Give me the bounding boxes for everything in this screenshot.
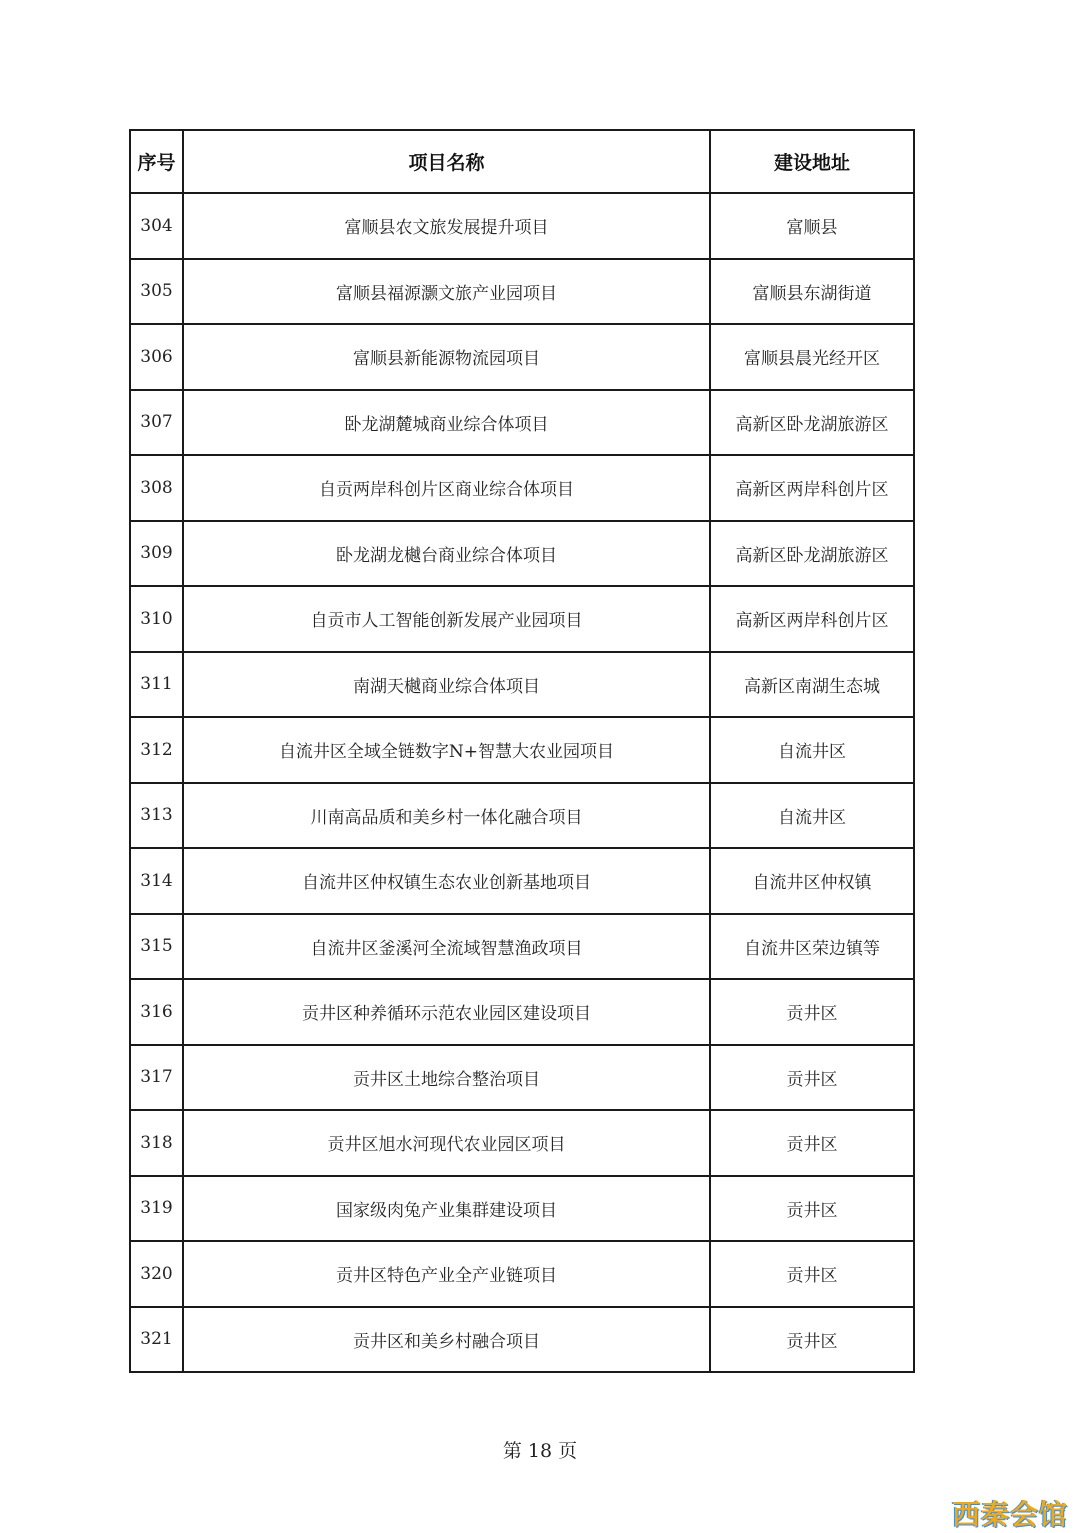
cell-no: 305 <box>130 259 183 325</box>
table-row <box>130 652 914 718</box>
table-row <box>130 193 914 259</box>
cell-no: 306 <box>130 324 183 390</box>
cell-address: 高新区两岸科创片区 <box>710 586 914 652</box>
table-row <box>130 1176 914 1242</box>
cell-no: 314 <box>130 848 183 914</box>
cell-no: 313 <box>130 783 183 849</box>
cell-name: 自贡两岸科创片区商业综合体项目 <box>183 455 710 521</box>
cell-no: 317 <box>130 1045 183 1111</box>
cell-no: 304 <box>130 193 183 259</box>
cell-name: 自流井区仲权镇生态农业创新基地项目 <box>183 848 710 914</box>
table-header-row <box>130 130 914 193</box>
cell-name: 国家级肉兔产业集群建设项目 <box>183 1176 710 1242</box>
table-row <box>130 848 914 914</box>
cell-address: 自流井区 <box>710 717 914 783</box>
cell-name: 贡井区旭水河现代农业园区项目 <box>183 1110 710 1176</box>
cell-no: 319 <box>130 1176 183 1242</box>
cell-address: 贡井区 <box>710 1307 914 1373</box>
cell-address: 贡井区 <box>710 1045 914 1111</box>
cell-name: 富顺县福源灏文旅产业园项目 <box>183 259 710 325</box>
cell-address: 贡井区 <box>710 1110 914 1176</box>
table-row <box>130 1241 914 1307</box>
table-row <box>130 324 914 390</box>
cell-no: 307 <box>130 390 183 456</box>
project-table <box>129 129 915 1373</box>
page-number: 第 18 页 <box>502 1440 578 1462</box>
cell-address: 富顺县东湖街道 <box>710 259 914 325</box>
cell-address: 高新区卧龙湖旅游区 <box>710 521 914 587</box>
cell-name: 川南高品质和美乡村一体化融合项目 <box>183 783 710 849</box>
cell-address: 高新区卧龙湖旅游区 <box>710 390 914 456</box>
cell-name: 富顺县农文旅发展提升项目 <box>183 193 710 259</box>
cell-address: 自流井区 <box>710 783 914 849</box>
cell-address: 贡井区 <box>710 979 914 1045</box>
cell-name: 自流井区釜溪河全流域智慧渔政项目 <box>183 914 710 980</box>
cell-address: 富顺县晨光经开区 <box>710 324 914 390</box>
header-name: 项目名称 <box>183 130 710 193</box>
cell-address: 高新区南湖生态城 <box>710 652 914 718</box>
table-row <box>130 586 914 652</box>
table-row <box>130 390 914 456</box>
cell-name: 自贡市人工智能创新发展产业园项目 <box>183 586 710 652</box>
cell-no: 316 <box>130 979 183 1045</box>
cell-name: 贡井区和美乡村融合项目 <box>183 1307 710 1373</box>
table-row <box>130 979 914 1045</box>
cell-address: 自流井区荣边镇等 <box>710 914 914 980</box>
header-no: 序号 <box>130 130 183 193</box>
cell-no: 320 <box>130 1241 183 1307</box>
table-row <box>130 259 914 325</box>
cell-address: 贡井区 <box>710 1176 914 1242</box>
cell-no: 310 <box>130 586 183 652</box>
cell-no: 318 <box>130 1110 183 1176</box>
cell-no: 321 <box>130 1307 183 1373</box>
cell-no: 311 <box>130 652 183 718</box>
watermark-logo: 西秦会馆 <box>951 1498 1068 1531</box>
cell-no: 309 <box>130 521 183 587</box>
cell-no: 312 <box>130 717 183 783</box>
table-row <box>130 914 914 980</box>
cell-address: 富顺县 <box>710 193 914 259</box>
cell-name: 贡井区土地综合整治项目 <box>183 1045 710 1111</box>
table-row <box>130 455 914 521</box>
cell-address: 高新区两岸科创片区 <box>710 455 914 521</box>
cell-no: 308 <box>130 455 183 521</box>
table-row <box>130 1307 914 1373</box>
table-row <box>130 521 914 587</box>
table-row <box>130 717 914 783</box>
table-row <box>130 783 914 849</box>
cell-name: 贡井区特色产业全产业链项目 <box>183 1241 710 1307</box>
table-row <box>130 1110 914 1176</box>
cell-name: 贡井区种养循环示范农业园区建设项目 <box>183 979 710 1045</box>
cell-name: 自流井区全域全链数字N+智慧大农业园项目 <box>183 717 710 783</box>
table-row <box>130 1045 914 1111</box>
cell-name: 富顺县新能源物流园项目 <box>183 324 710 390</box>
cell-no: 315 <box>130 914 183 980</box>
cell-name: 南湖天樾商业综合体项目 <box>183 652 710 718</box>
cell-name: 卧龙湖麓城商业综合体项目 <box>183 390 710 456</box>
cell-name: 卧龙湖龙樾台商业综合体项目 <box>183 521 710 587</box>
cell-address: 自流井区仲权镇 <box>710 848 914 914</box>
cell-address: 贡井区 <box>710 1241 914 1307</box>
header-address: 建设地址 <box>710 130 914 193</box>
